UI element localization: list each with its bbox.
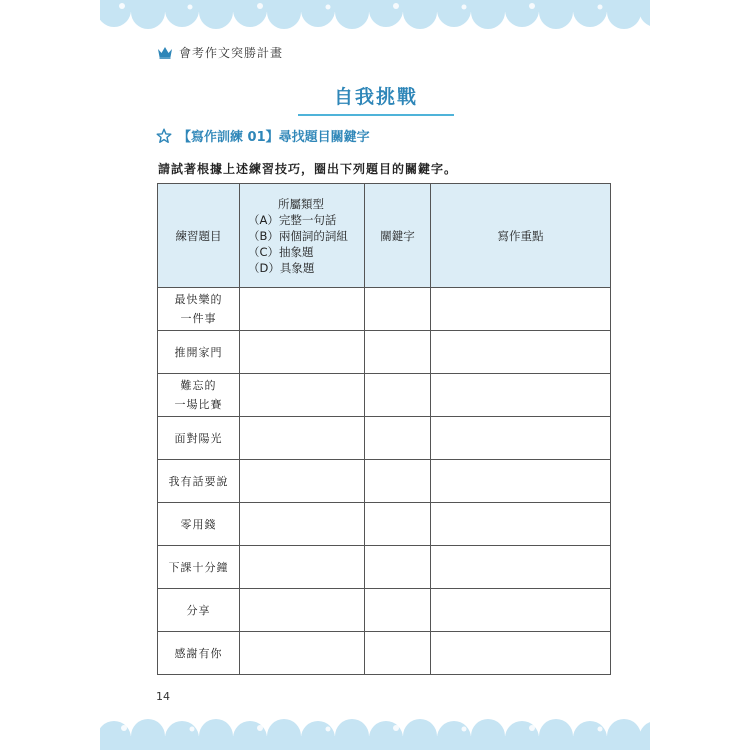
- topic-line: 一件事: [180, 312, 217, 325]
- topic-line: 下課十分鐘: [168, 560, 229, 574]
- table-row: [158, 589, 611, 632]
- topic-cell: [158, 589, 240, 632]
- book-page: [100, 0, 650, 750]
- focus-answer-cell[interactable]: [431, 374, 611, 417]
- topic-line: 零用錢: [180, 517, 217, 531]
- type-answer-cell[interactable]: [240, 589, 365, 632]
- topic-cell: [158, 288, 240, 331]
- header-keyword: 關鍵字: [365, 184, 431, 288]
- table-row: [158, 503, 611, 546]
- instruction-text: 請試著根據上述練習技巧，圈出下列題目的關鍵字。: [158, 162, 458, 176]
- bubble-decoration-bottom: [100, 712, 650, 750]
- focus-answer-cell[interactable]: [431, 288, 611, 331]
- type-answer-cell[interactable]: [240, 632, 365, 675]
- focus-answer-cell[interactable]: [431, 546, 611, 589]
- topic-line: 我有話要說: [168, 474, 229, 488]
- keyword-answer-cell[interactable]: [365, 331, 431, 374]
- topic-line: 最快樂的: [174, 293, 223, 306]
- type-answer-cell[interactable]: [240, 460, 365, 503]
- header-type: [240, 184, 365, 288]
- keyword-answer-cell[interactable]: [365, 632, 431, 675]
- focus-answer-cell[interactable]: [431, 331, 611, 374]
- type-answer-cell[interactable]: [240, 417, 365, 460]
- running-title: 會考作文突勝計畫: [179, 45, 284, 60]
- bubble-decoration-top: [100, 0, 650, 30]
- section-label: 【寫作訓練 01】尋找題目關鍵字: [178, 130, 370, 145]
- type-option-a: （A）完整一句話: [248, 212, 337, 227]
- topic-line: 面對陽光: [174, 431, 223, 445]
- topic-line: 分享: [186, 603, 211, 617]
- type-answer-cell[interactable]: [240, 503, 365, 546]
- table-row: [158, 331, 611, 374]
- bottom-bubble-border: [100, 712, 650, 750]
- header-topic: 練習題目: [158, 184, 240, 288]
- keyword-answer-cell[interactable]: [365, 460, 431, 503]
- type-answer-cell[interactable]: [240, 331, 365, 374]
- keyword-answer-cell[interactable]: [365, 374, 431, 417]
- crown-icon: [157, 46, 173, 59]
- keyword-answer-cell[interactable]: [365, 288, 431, 331]
- topic-line: 一場比賽: [174, 398, 223, 411]
- topic-cell: [158, 374, 240, 417]
- section-heading: [156, 126, 370, 145]
- keyword-answer-cell[interactable]: [365, 503, 431, 546]
- table-row: [158, 288, 611, 331]
- keyword-answer-cell[interactable]: [365, 417, 431, 460]
- table-row: [158, 632, 611, 675]
- topic-cell: [158, 503, 240, 546]
- topic-line: 感謝有你: [174, 646, 223, 660]
- focus-answer-cell[interactable]: [431, 503, 611, 546]
- top-bubble-border: [100, 0, 650, 30]
- type-answer-cell[interactable]: [240, 374, 365, 417]
- focus-answer-cell[interactable]: [431, 460, 611, 503]
- topic-line: 推開家門: [174, 345, 223, 359]
- topic-line: 難忘的: [180, 379, 217, 392]
- header-type-title: 所屬類型: [278, 196, 324, 211]
- keyword-answer-cell[interactable]: [365, 589, 431, 632]
- focus-answer-cell[interactable]: [431, 417, 611, 460]
- page-title: 自我挑戰: [333, 86, 418, 108]
- type-answer-cell[interactable]: [240, 546, 365, 589]
- running-head: [157, 44, 283, 60]
- topic-cell: [158, 632, 240, 675]
- keyword-answer-cell[interactable]: [365, 546, 431, 589]
- table-header-row: [158, 184, 611, 288]
- table-row: [158, 374, 611, 417]
- topic-cell: [158, 417, 240, 460]
- focus-answer-cell[interactable]: [431, 632, 611, 675]
- type-option-c: （C）抽象題: [248, 244, 314, 259]
- topic-cell: [158, 546, 240, 589]
- topic-cell: [158, 460, 240, 503]
- exercise-table: [157, 183, 611, 675]
- title-underline: [298, 84, 454, 116]
- table-row: [158, 546, 611, 589]
- type-option-d: （D）具象題: [248, 260, 315, 275]
- focus-answer-cell[interactable]: [431, 589, 611, 632]
- type-option-b: （B）兩個詞的詞組: [248, 228, 348, 243]
- page-number: 14: [156, 690, 170, 703]
- star-outline-icon: [156, 128, 172, 144]
- table-row: [158, 460, 611, 503]
- topic-cell: [158, 331, 240, 374]
- type-answer-cell[interactable]: [240, 288, 365, 331]
- header-focus: 寫作重點: [431, 184, 611, 288]
- table-row: [158, 417, 611, 460]
